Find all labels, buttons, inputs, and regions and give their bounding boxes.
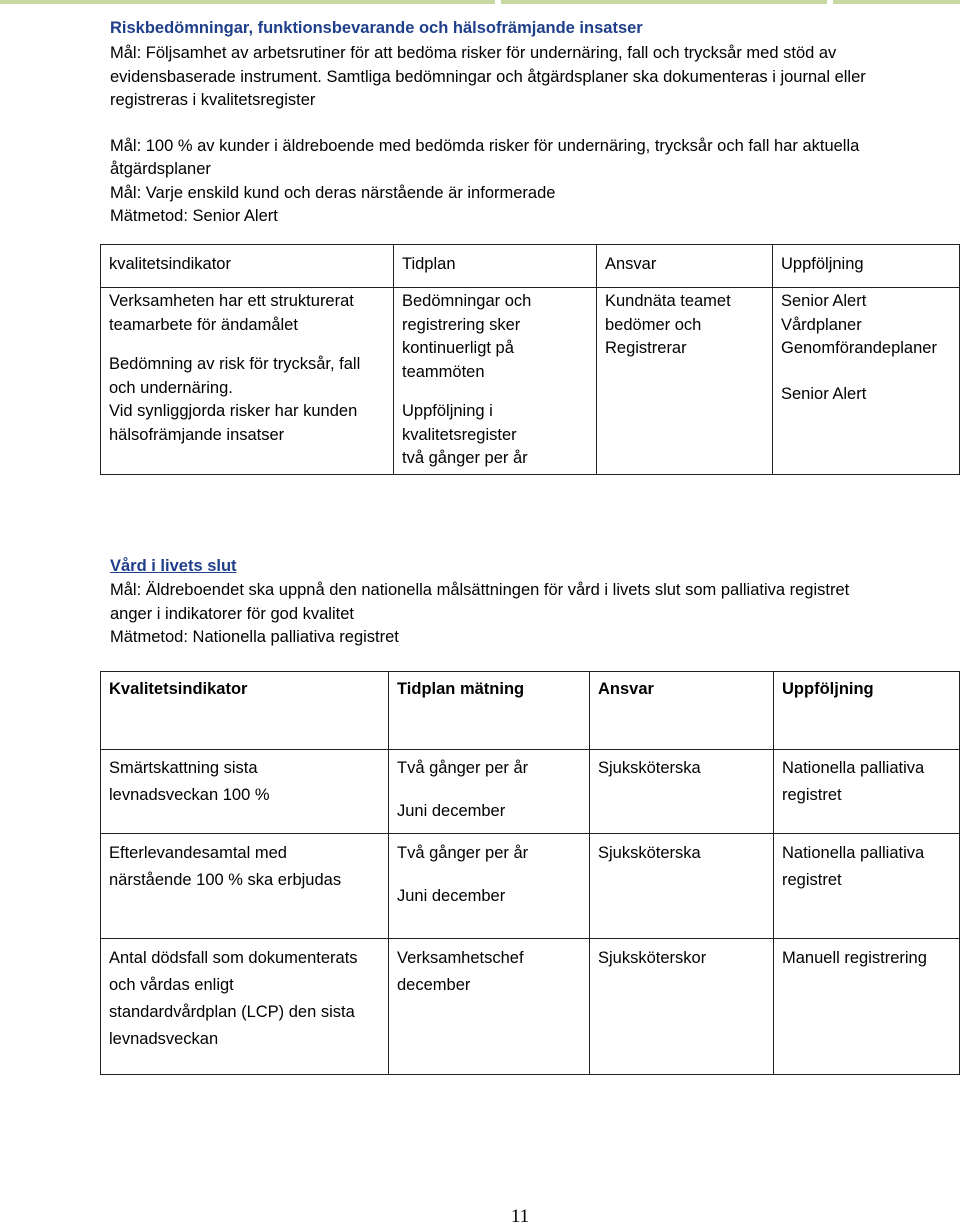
cell-text: Bedömningar och registrering sker kontinuerligt på teammöten	[402, 292, 532, 381]
section1-goal-line: Mål: Följsamhet av arbetsrutiner för att bedöma risker för undernäring, fall och trycksår med stöd av	[110, 44, 837, 62]
column-header: Kvalitetsindikator	[101, 672, 389, 750]
palliative-indicator-table	[100, 671, 960, 1075]
cell-text: Juni december	[397, 887, 506, 905]
section2-goal-line: anger i indikatorer för god kvalitet	[110, 605, 354, 623]
cell-text: Uppföljning i kvalitetsregister två gånger per år	[402, 402, 528, 467]
table-cell: Verksamhetschef december	[389, 939, 590, 1075]
cell-text: Verksamheten har ett strukturerat teamarbete för ändamålet	[109, 292, 354, 334]
table-cell: Antal dödsfall som dokumenterats och vårdas enligt standardvårdplan (LCP) den sista levnadsveckan	[101, 939, 389, 1075]
table-cell: Manuell registrering	[774, 939, 960, 1075]
table-cell: Sjuksköterskor	[590, 939, 774, 1075]
page-number: 11	[510, 1206, 530, 1227]
header-rule-segment	[833, 0, 960, 4]
table-header-row	[101, 245, 960, 288]
column-header: Uppföljning	[773, 245, 960, 288]
table-row	[101, 288, 960, 475]
table-cell: Kundnäta teamet bedömer och Registrerar	[597, 288, 773, 475]
column-header: kvalitetsindikator	[101, 245, 394, 288]
cell-text: Två gånger per år	[397, 844, 529, 862]
table-header-row	[101, 672, 960, 750]
table-cell: Efterlevandesamtal med närstående 100 % ska erbjudas	[101, 834, 389, 939]
table-cell: Sjuksköterska	[590, 750, 774, 834]
section2-heading: Vård i livets slut	[110, 557, 237, 575]
section2-method: Mätmetod: Nationella palliativa registret	[110, 628, 399, 646]
table-cell: Nationella palliativa registret	[774, 750, 960, 834]
column-header: Uppföljning	[774, 672, 960, 750]
section1-goal-line: registreras i kvalitetsregister	[110, 91, 316, 109]
column-header: Tidplan	[394, 245, 597, 288]
section1-method: Mätmetod: Senior Alert	[110, 207, 278, 225]
table-cell: Smärtskattning sista levnadsveckan 100 %	[101, 750, 389, 834]
header-rule-segment	[501, 0, 827, 4]
table-cell	[773, 288, 960, 475]
table-cell	[389, 750, 590, 834]
cell-text: Juni december	[397, 802, 506, 820]
table-row	[101, 834, 960, 939]
table-cell: Nationella palliativa registret	[774, 834, 960, 939]
cell-text: Bedömning av risk för trycksår, fall och undernäring. Vid synliggjorda risker har kunden hälsofrämjande insatser	[109, 355, 361, 444]
column-header: Ansvar	[597, 245, 773, 288]
header-rule-segment	[0, 0, 495, 4]
table-cell	[101, 288, 394, 475]
section2-goal-line: Mål: Äldreboendet ska uppnå den nationella målsättningen för vård i livets slut som palliativa registret	[110, 581, 850, 599]
cell-text: Senior Alert	[781, 384, 867, 403]
quality-indicator-table	[100, 244, 960, 475]
column-header: Ansvar	[590, 672, 774, 750]
cell-text: Två gånger per år	[397, 759, 529, 777]
table-row	[101, 939, 960, 1075]
section1-goal2-line: åtgärdsplaner	[110, 160, 211, 178]
table-row	[101, 750, 960, 834]
section1-goal-line: evidensbaserade instrument. Samtliga bedömningar och åtgärdsplaner ska dokumenteras i journal eller	[110, 68, 866, 86]
table-cell: Sjuksköterska	[590, 834, 774, 939]
column-header: Tidplan mätning	[389, 672, 590, 750]
section1-heading: Riskbedömningar, funktionsbevarande och hälsofrämjande insatser	[110, 19, 643, 37]
table-cell	[389, 834, 590, 939]
section1-goal3: Mål: Varje enskild kund och deras närstående är informerade	[110, 184, 556, 202]
section1-goal2-line: Mål: 100 % av kunder i äldreboende med bedömda risker för undernäring, trycksår och fall har aktuella	[110, 137, 860, 155]
table-cell	[394, 288, 597, 475]
cell-text: Senior Alert Vårdplaner Genomförandeplaner	[781, 292, 937, 357]
